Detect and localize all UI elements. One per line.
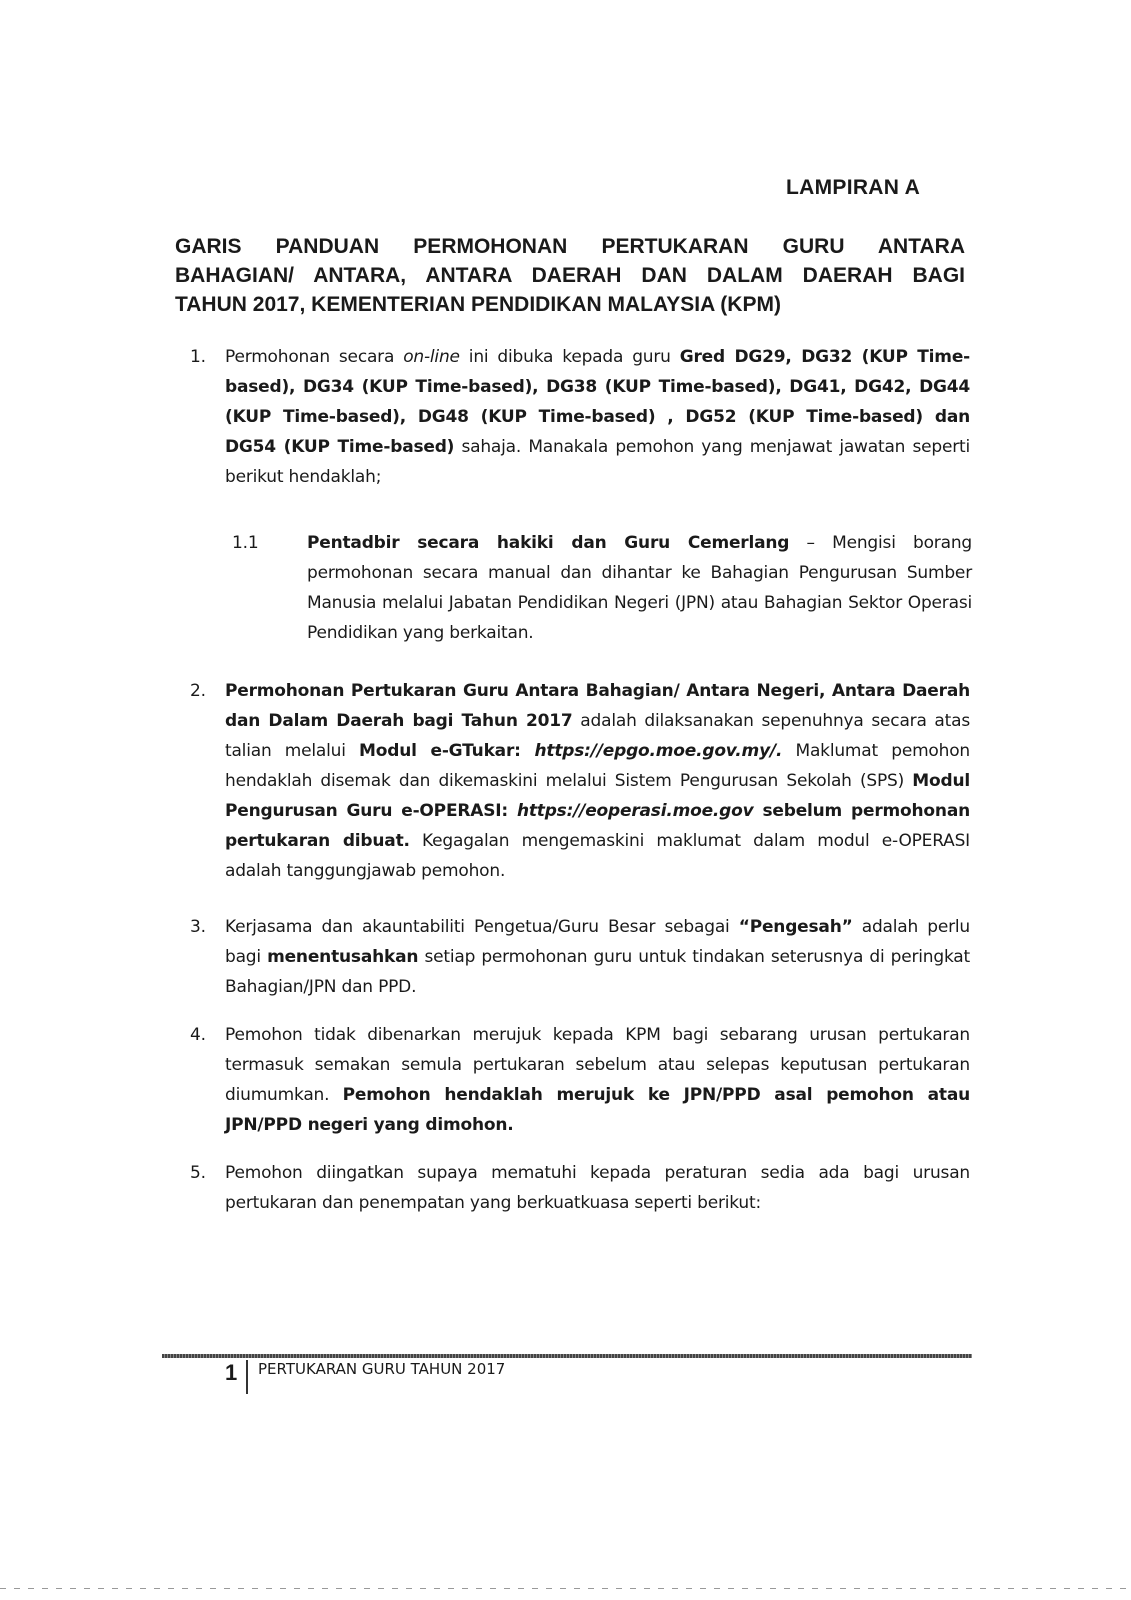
item-text: Kerjasama dan akauntabiliti Pengetua/Guru Besar sebagai “Pengesah” adalah perlu bagi menentusahkan setiap permohonan guru untuk tindakan seterusnya di peringkat Bahagian/JPN dan PPD.	[225, 917, 970, 997]
item-number: 4.	[190, 1025, 206, 1045]
list-item-1	[190, 342, 970, 492]
item-number: 1.	[190, 347, 206, 367]
footer-divider	[162, 1354, 972, 1358]
list-item-2	[190, 676, 970, 886]
list-item-5	[190, 1158, 970, 1218]
link-eoperasi[interactable]: https://eoperasi.moe.gov	[516, 801, 754, 821]
page-number: 1	[225, 1360, 238, 1385]
footer-title: PERTUKARAN GURU TAHUN 2017	[258, 1360, 506, 1378]
heading-line: TAHUN 2017, KEMENTERIAN PENDIDIKAN MALAYSIA (KPM)	[175, 293, 781, 316]
document-heading	[175, 232, 965, 319]
item-text: Pemohon diingatkan supaya mematuhi kepada peraturan sedia ada bagi urusan pertukaran dan penempatan yang berkuatkuasa seperti berikut:	[225, 1163, 970, 1213]
footer-separator	[246, 1360, 248, 1394]
item-text: Permohonan secara on-line ini dibuka kepada guru Gred DG29, DG32 (KUP Time-based), DG34 (KUP Time-based), DG38 (KUP Time-based), DG41, DG42, DG44 (KUP Time-based), DG48 (KUP Time-based) , DG52 (KUP Time-based) dan DG54 (KUP Time-based) sahaja. Manakala pemohon yang menjawat jawatan seperti berikut hendaklah;	[225, 347, 971, 487]
item-number: 3.	[190, 917, 206, 937]
appendix-label: LAMPIRAN A	[786, 176, 921, 199]
item-text: Pentadbir secara hakiki dan Guru Cemerlang – Mengisi borang permohonan secara manual dan dihantar ke Bahagian Pengurusan Sumber Manusia melalui Jabatan Pendidikan Negeri (JPN) atau Bahagian Sektor Operasi Pendidikan yang berkaitan.	[307, 533, 972, 643]
sub-item-1-1	[232, 528, 972, 648]
item-number: 2.	[190, 681, 206, 701]
list-item-4	[190, 1020, 970, 1140]
scan-edge-line	[0, 1588, 1131, 1589]
heading-line: GARIS PANDUAN PERMOHONAN PERTUKARAN GURU ANTARA	[175, 235, 965, 258]
heading-line: BAHAGIAN/ ANTARA, ANTARA DAERAH DAN DALAM DAERAH BAGI	[175, 264, 965, 287]
item-number: 5.	[190, 1163, 206, 1183]
link-epgo[interactable]: https://epgo.moe.gov.my/.	[534, 741, 783, 761]
list-item-3	[190, 912, 970, 1002]
item-text: Permohonan Pertukaran Guru Antara Bahagian/ Antara Negeri, Antara Daerah dan Dalam Daerah bagi Tahun 2017 adalah dilaksanakan sepenuhnya secara atas talian melalui Modul e-GTukar: https://epgo.moe.gov.my/. Maklumat pemohon hendaklah disemak dan dikemaskini melalui Sistem Pengurusan Sekolah (SPS) Modul Pengurusan Guru e-OPERASI: https://eoperasi.moe.gov sebelum permohonan pertukaran dibuat. Kegagalan mengemaskini maklumat dalam modul e-OPERASI adalah tanggungjawab pemohon.	[225, 681, 970, 881]
item-number: 1.1	[232, 533, 259, 553]
item-text: Pemohon tidak dibenarkan merujuk kepada KPM bagi sebarang urusan pertukaran termasuk semakan semula pertukaran sebelum atau selepas keputusan pertukaran diumumkan. Pemohon hendaklah merujuk ke JPN/PPD asal pemohon atau JPN/PPD negeri yang dimohon.	[225, 1025, 970, 1135]
